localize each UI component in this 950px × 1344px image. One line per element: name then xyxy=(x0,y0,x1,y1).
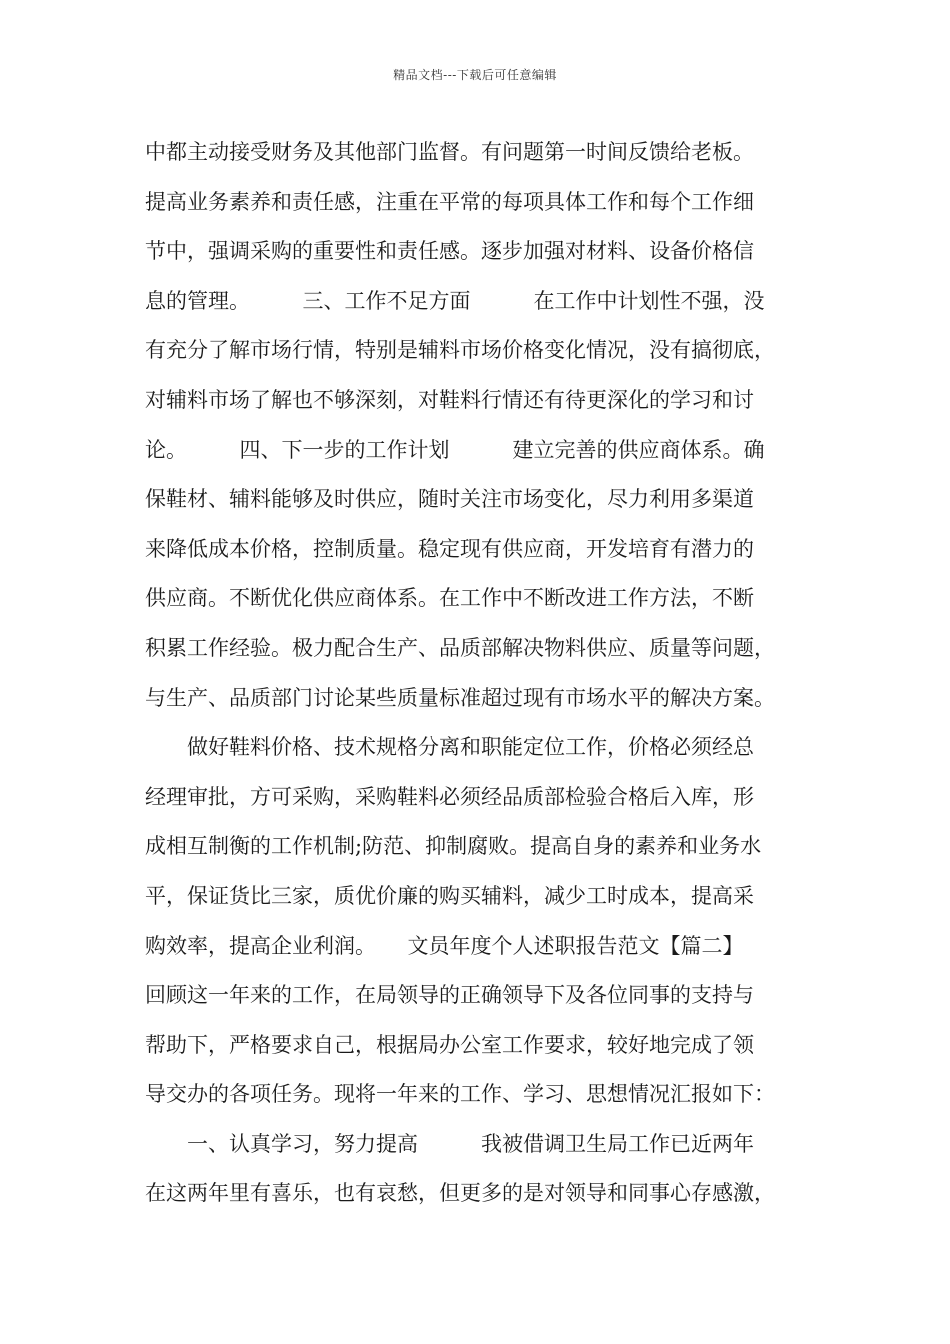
text-line: 回顾这一年来的工作，在局领导的正确领导下及各位同事的支持与 xyxy=(145,983,754,1008)
text-line: 平，保证货比三家，质优价廉的购买辅料，减少工时成本，提高采 xyxy=(145,883,754,908)
text-line: 经理审批，方可采购，采购鞋料必须经品质部检验合格后入库，形 xyxy=(145,784,754,809)
text-line: 一、认真学习，努力提高 我被借调卫生局工作已近两年 xyxy=(145,1131,754,1156)
text-line: 导交办的各项任务。现将一年来的工作、学习、思想情况汇报如下： xyxy=(145,1082,775,1107)
text-line: 在这两年里有喜乐，也有哀愁，但更多的是对领导和同事心存感激， xyxy=(145,1181,775,1206)
text-line: 帮助下，严格要求自己，根据局办公室工作要求，较好地完成了领 xyxy=(145,1032,754,1057)
text-line: 对辅料市场了解也不够深刻，对鞋料行情还有待更深化的学习和讨 xyxy=(145,387,754,412)
text-line: 息的管理。 三、工作不足方面 在工作中计划性不强，没 xyxy=(145,288,765,313)
text-line: 积累工作经验。极力配合生产、品质部解决物料供应、质量等问题， xyxy=(145,635,775,660)
text-line: 中都主动接受财务及其他部门监督。有问题第一时间反馈给老板。 xyxy=(145,140,754,164)
text-line: 购效率，提高企业利润。 文员年度个人述职报告范文【篇二】 xyxy=(145,933,744,958)
text-line: 有充分了解市场行情，特别是辅料市场价格变化情况，没有搞彻底， xyxy=(145,338,775,363)
text-line: 节中，强调采购的重要性和责任感。逐步加强对材料、设备价格信 xyxy=(145,239,754,264)
text-line: 与生产、品质部门讨论某些质量标准超过现有市场水平的解决方案。 xyxy=(145,685,775,710)
text-line: 论。 四、下一步的工作计划 建立完善的供应商体系。确 xyxy=(145,437,765,462)
text-line: 保鞋材、辅料能够及时供应，随时关注市场变化，尽力利用多渠道 xyxy=(145,487,754,512)
document-body xyxy=(145,128,825,1219)
text-line: 供应商。不断优化供应商体系。在工作中不断改进工作方法，不断 xyxy=(145,586,754,611)
text-line: 做好鞋料价格、技术规格分离和职能定位工作，价格必须经总 xyxy=(145,735,754,760)
text-line: 成相互制衡的工作机制;防范、抑制腐败。提高自身的素养和业务水 xyxy=(145,834,762,859)
text-line: 来降低成本价格，控制质量。稳定现有供应商，开发培育有潜力的 xyxy=(145,536,754,561)
text-line: 提高业务素养和责任感，注重在平常的每项具体工作和每个工作细 xyxy=(145,189,754,214)
page-header: 精品文档---下载后可任意编辑 xyxy=(393,68,557,82)
